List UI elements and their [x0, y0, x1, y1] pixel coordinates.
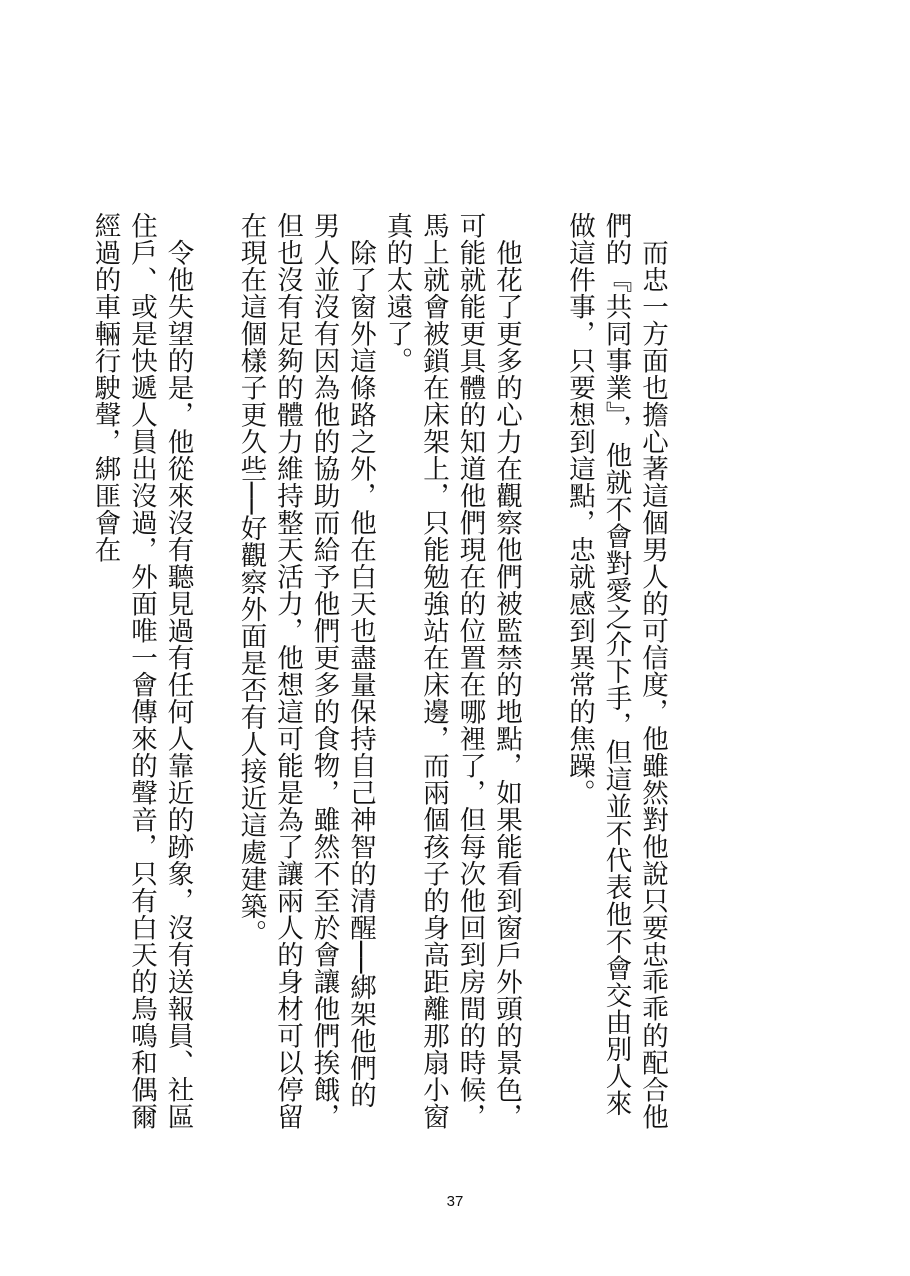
- vertical-text-body: [86, 212, 670, 1132]
- paragraph-1: 而忠一方面也擔心著這個男人的可信度，他雖然對他說只要忠乖乖的配合他們的『共同事業』，他就不會對愛之介下手，但這並不代表他不會交由別人來做這件事，只要想到這點，忠就感到異常的焦躁。: [564, 212, 668, 1130]
- paragraph-gap-1: [524, 212, 561, 1132]
- page-number: 37: [446, 1193, 464, 1210]
- paragraph-gap-2: [196, 212, 233, 1132]
- paragraph-4: 令他失望的是，他從來沒有聽見過有任何人靠近的跡象，沒有送報員、社區住戶、或是快遞人員出沒過，外面唯一會傳來的聲音，只有白天的鳥鳴和偶爾經過的車輛行駛聲，綁匪會在: [89, 212, 194, 1130]
- paragraph-2: 他花了更多的心力在觀察他們被監禁的地點，如果能看到窗戶外頭的景色，可能就能更具體的知道他們現在的位置在哪裡了，但每次他回到房間的時候，馬上就會被鎖在床架上，只能勉強站在床邊，而兩個孩子的身高距離那扇小窗真的太遠了。: [381, 212, 522, 1130]
- paragraph-3: 除了窗外這條路之外，他在白天也盡量保持自己神智的清醒──綁架他們的男人並沒有因為他的協助而給予他們更多的食物，雖然不至於會讓他們挨餓，但也沒有足夠的體力維持整天活力，他想這可能是為了讓兩人的身材可以停留在現在這個樣子更久些──好觀察外面是否有人接近這處建築。: [235, 212, 376, 1130]
